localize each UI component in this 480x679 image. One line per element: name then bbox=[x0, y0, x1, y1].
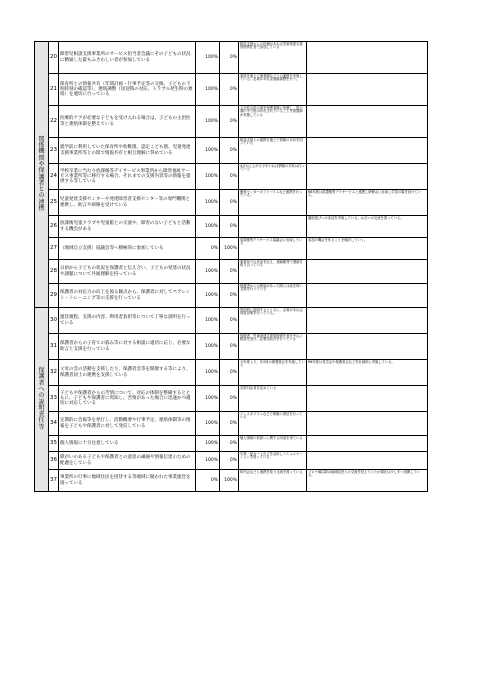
no-percent: 0% bbox=[220, 284, 239, 308]
improvement-comment bbox=[307, 164, 428, 190]
yes-percent: 100% bbox=[196, 436, 220, 452]
table-row bbox=[35, 190, 428, 216]
facility-comment: 写真・絵カードなどを活用しコミュニケーションを図っている bbox=[239, 452, 307, 470]
item-text: 児童発達支援センターや発達障害者支援センター等の専門機関と連携し、助言や研修を受けている bbox=[59, 190, 196, 216]
facility-comment: 今年度より、年2回の保護者会を実施している bbox=[239, 360, 307, 386]
row-number: 21 bbox=[49, 74, 59, 106]
facility-comment: 町内会などと連携を取り交流を図っている bbox=[239, 470, 307, 492]
item-text: 障がいのある子どもや保護者との意思の疎通や情報伝達のための配慮をしている bbox=[59, 452, 196, 470]
item-text: 学校卒業に当たり放課後等デイサービス事業所から障害福祉サービス事業所等に移行する場合、それまでの支援内容等の情報を提供する等している bbox=[59, 164, 196, 190]
item-text: 運営規程、支援の内容、利用者負担等について丁寧な説明を行っている bbox=[59, 308, 196, 334]
item-text: 障害児相談支援事業所のサービス担当者会議にその子どもの状況に精通した最もふさわしい者が参加している bbox=[59, 42, 196, 74]
yes-percent: 0% bbox=[196, 238, 220, 260]
yes-percent: 100% bbox=[196, 190, 220, 216]
evaluation-sheet bbox=[34, 41, 427, 492]
facility-comment: インスタグラムなどで情報の発信を行っている bbox=[239, 412, 307, 436]
facility-comment: 個人情報の取扱いに関する同意を得ている bbox=[239, 436, 307, 452]
no-percent: 0% bbox=[220, 106, 239, 138]
row-number: 32 bbox=[49, 360, 59, 386]
no-percent: 0% bbox=[220, 334, 239, 360]
improvement-comment: 園庭遊びへの参加を実施している。お互いの交流を図っている。 bbox=[307, 216, 428, 238]
yes-percent: 100% bbox=[196, 284, 220, 308]
row-number: 24 bbox=[49, 164, 59, 190]
facility-comment: 保護者からの相談があった際には話を伺い支援を行っている bbox=[239, 284, 307, 308]
item-text: 個人情報に十分注意している bbox=[59, 436, 196, 452]
table-row bbox=[35, 216, 428, 238]
row-number: 30 bbox=[49, 308, 59, 334]
evaluation-table bbox=[34, 41, 428, 492]
improvement-comment bbox=[307, 334, 428, 360]
no-percent: 0% bbox=[220, 436, 239, 452]
table-row bbox=[35, 452, 428, 470]
facility-comment: 4月から上がる子がいれば情報の共有は行っている bbox=[239, 164, 307, 190]
improvement-comment bbox=[307, 138, 428, 164]
yes-percent: 0% bbox=[196, 470, 220, 492]
yes-percent: 100% bbox=[196, 260, 220, 284]
table-row bbox=[35, 308, 428, 334]
no-percent: 0% bbox=[220, 452, 239, 470]
no-percent: 0% bbox=[220, 190, 239, 216]
no-percent: 0% bbox=[220, 164, 239, 190]
yes-percent: 100% bbox=[196, 216, 220, 238]
item-text: 父母の会の活動を支援したり、保護者会等を開催する等により、保護者同士の連携を支援している bbox=[59, 360, 196, 386]
table-row bbox=[35, 470, 428, 492]
yes-percent: 100% bbox=[196, 106, 220, 138]
improvement-comment bbox=[307, 260, 428, 284]
improvement-comment: R6年度は見学会や保護者会などを計画的に実施している。 bbox=[307, 360, 428, 386]
improvement-comment: R6年度は放課後等デイサービスと連携し研修会に参加し学習の場を設けている。 bbox=[307, 190, 428, 216]
facility-comment: 家族を通じて保育園などとの連携を実施している。必要があれば連絡調整を行う。 bbox=[239, 74, 307, 106]
row-number: 25 bbox=[49, 190, 59, 216]
no-percent: 100% bbox=[220, 238, 239, 260]
row-number: 23 bbox=[49, 138, 59, 164]
improvement-comment bbox=[307, 386, 428, 412]
yes-percent: 100% bbox=[196, 138, 220, 164]
facility-comment: 療育センターのアドバイスなど連携を行っている。 bbox=[239, 190, 307, 216]
facility-comment: 管理者、児童発達支援管理責任者を中心に相談を受け、必要な助言を行っている bbox=[239, 334, 307, 360]
yes-percent: 100% bbox=[196, 74, 220, 106]
improvement-comment bbox=[307, 74, 428, 106]
table-row bbox=[35, 284, 428, 308]
no-percent: 0% bbox=[220, 386, 239, 412]
no-percent: 0% bbox=[220, 308, 239, 334]
facility-comment: 放課後等デイサービス協議会に出席している bbox=[239, 238, 307, 260]
item-text: 日頃から子どもの状況を保護者と伝え合い、子どもの発達の状況や課題について共通理解を持っている bbox=[59, 260, 196, 284]
improvement-comment bbox=[307, 452, 428, 470]
item-text: 保護者の対応力の向上を図る観点から、保護者に対してペアレント・トレーニング等の支援を行っている bbox=[59, 284, 196, 308]
no-percent: 0% bbox=[220, 260, 239, 284]
item-text: 医療的ケアが必要な子どもを受け入れる場合は、子どもの主治医等と連絡体制を整えている bbox=[59, 106, 196, 138]
facility-comment: 苦情対応者を定めている bbox=[239, 386, 307, 412]
no-percent: 0% bbox=[220, 74, 239, 106]
no-percent: 100% bbox=[220, 470, 239, 492]
yes-percent: 100% bbox=[196, 386, 220, 412]
row-number: 35 bbox=[49, 436, 59, 452]
table-row bbox=[35, 436, 428, 452]
row-number: 31 bbox=[49, 334, 59, 360]
row-number: 33 bbox=[49, 386, 59, 412]
table-row bbox=[35, 360, 428, 386]
yes-percent: 100% bbox=[196, 412, 220, 436]
table-row bbox=[35, 106, 428, 138]
facility-comment bbox=[239, 216, 307, 238]
row-number: 27 bbox=[49, 238, 59, 260]
yes-percent: 100% bbox=[196, 360, 220, 386]
table-row bbox=[35, 42, 428, 74]
row-number: 20 bbox=[49, 42, 59, 74]
facility-comment: 相談支援からの依頼があれば児童発達支援管理責任者で参加している bbox=[239, 42, 307, 74]
yes-percent: 100% bbox=[196, 334, 220, 360]
table-row bbox=[35, 74, 428, 106]
no-percent: 0% bbox=[220, 42, 239, 74]
row-number: 36 bbox=[49, 452, 59, 470]
section-label: 保 護 者 へ の 説 明 責 任 等 bbox=[35, 308, 49, 492]
improvement-comment bbox=[307, 42, 428, 74]
table-row bbox=[35, 238, 428, 260]
table-row bbox=[35, 260, 428, 284]
item-text: 子どもや保護者からの苦情について、対応の体制を整備するとともに、子どもや保護者に周知し、苦情があった場合に迅速かつ適切に対応している bbox=[59, 386, 196, 412]
item-text: 就学前に利用していた保育所や幼稚園、認定こども園、児童発達支援事業所等との間で情報共有と相互理解に努めている bbox=[59, 138, 196, 164]
yes-percent: 100% bbox=[196, 308, 220, 334]
item-text: 放課後児童クラブや児童館との交流や、障害のない子どもと活動する機会がある bbox=[59, 216, 196, 238]
no-percent: 0% bbox=[220, 216, 239, 238]
item-text: 保護者からの子育ての悩み等に対する相談に適切に応じ、必要な助言と支援を行っている bbox=[59, 334, 196, 360]
row-number: 37 bbox=[49, 470, 59, 492]
yes-percent: 100% bbox=[196, 42, 220, 74]
yes-percent: 100% bbox=[196, 452, 220, 470]
table-row bbox=[35, 412, 428, 436]
yes-percent: 100% bbox=[196, 164, 220, 190]
improvement-comment bbox=[307, 284, 428, 308]
facility-comment: 事業所での状況を伝え、連絡帳等で連絡を取り合っている bbox=[239, 260, 307, 284]
row-number: 29 bbox=[49, 284, 59, 308]
section-label: 関 係 機 関 や 保 護 者 と の 連 携 bbox=[35, 42, 49, 308]
row-number: 22 bbox=[49, 106, 59, 138]
item-text: （地域自立支援）協議会等へ積極的に参加している bbox=[59, 238, 196, 260]
item-text: 保育所との情報共有（年間計画・行事予定等の交換、子どもの下校時刻の確認等）、連絡調整（送迎時の対応、トラブル発生時の連絡）を適切に行っている bbox=[59, 74, 196, 106]
no-percent: 0% bbox=[220, 412, 239, 436]
row-number: 28 bbox=[49, 260, 59, 284]
facility-comment: 主治医の指示書を保護者様に依頼し、指示書の中で指示が出されていることを看護師が実施している bbox=[239, 106, 307, 138]
facility-comment: 契約時に説明するとともに、必要があれば再度説明を行っている。 bbox=[239, 308, 307, 334]
improvement-comment: 参加の機会を作ることを検討していく。 bbox=[307, 238, 428, 260]
no-percent: 0% bbox=[220, 360, 239, 386]
item-text: 事業所の行事に地域住民を招待する等地域に開かれた事業運営を図っている bbox=[59, 470, 196, 492]
table-row bbox=[35, 334, 428, 360]
improvement-comment bbox=[307, 412, 428, 436]
improvement-comment bbox=[307, 308, 428, 334]
facility-comment: 相談支援との連携を通じて情報の共有を図っている bbox=[239, 138, 307, 164]
row-number: 26 bbox=[49, 216, 59, 238]
improvement-comment: コロナ禍以降は地域住民との交流を控えていたが現在は少しずつ再開している。 bbox=[307, 470, 428, 492]
no-percent: 0% bbox=[220, 138, 239, 164]
improvement-comment bbox=[307, 436, 428, 452]
improvement-comment bbox=[307, 106, 428, 138]
table-row bbox=[35, 164, 428, 190]
item-text: 定期的に会報等を発行し、活動概要や行事予定、連絡体制等の情報を子どもや保護者に対して発信している bbox=[59, 412, 196, 436]
table-row bbox=[35, 138, 428, 164]
row-number: 34 bbox=[49, 412, 59, 436]
table-row bbox=[35, 386, 428, 412]
